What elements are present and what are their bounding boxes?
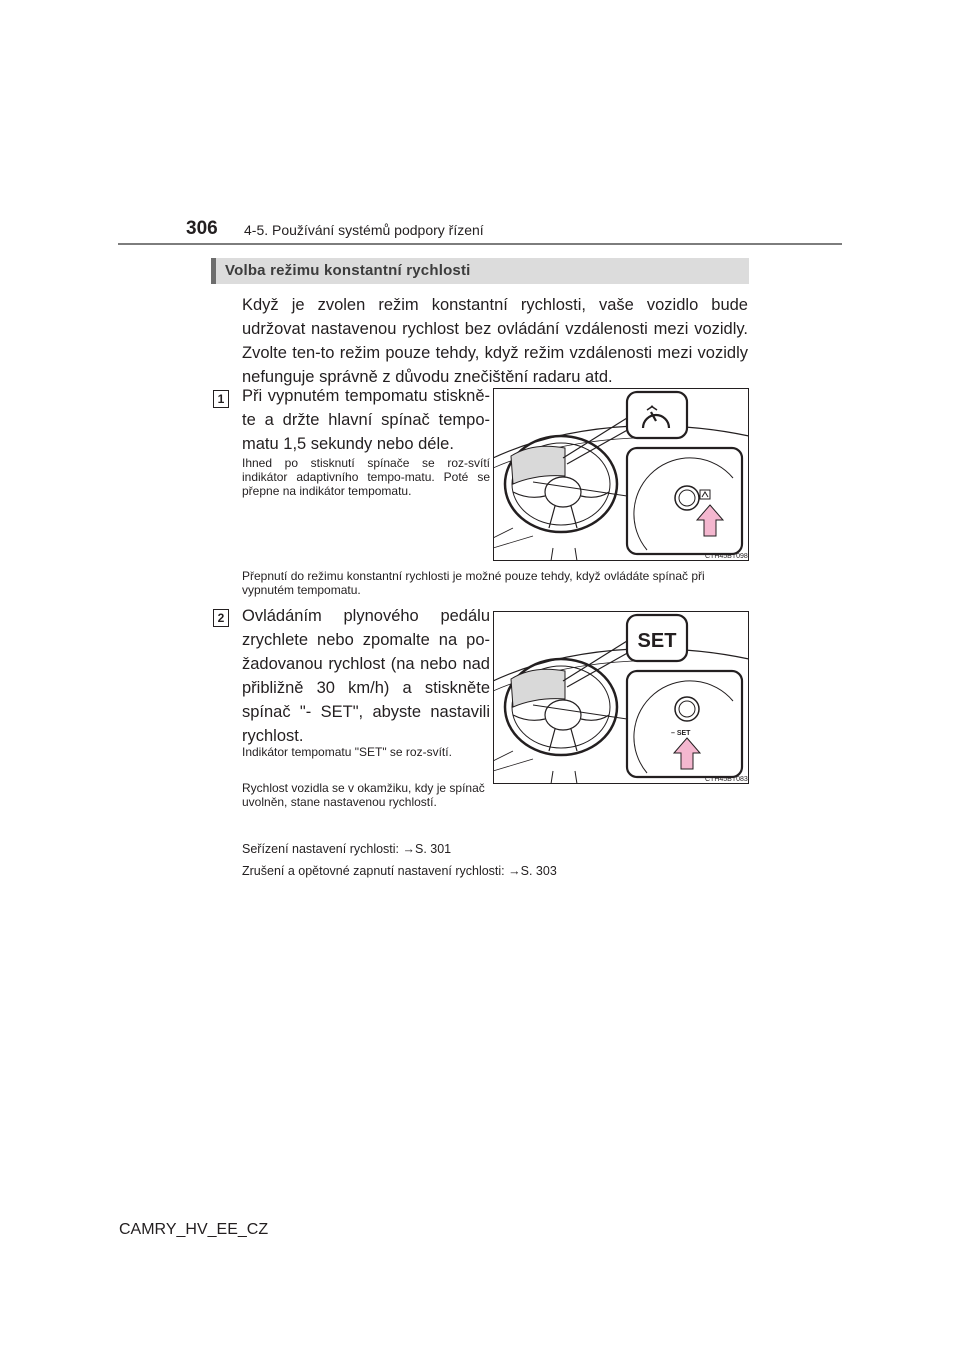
section-heading: Volba režimu konstantní rychlosti	[225, 262, 471, 279]
set-switch-label: – SET	[671, 730, 691, 737]
step-1-text: Při vypnutém tempomatu stiskně-te a držte hlavní spínač tempo-matu 1,5 sekundy nebo déle.	[242, 387, 490, 453]
step-2-note-1: Indikátor tempomatu "SET" se roz-svítí.	[242, 745, 452, 759]
figure-code-1: CTH45BT098	[705, 553, 748, 560]
figure-steering-main-switch	[493, 388, 749, 561]
header-rule	[118, 243, 842, 245]
heading-accent	[211, 258, 216, 284]
step-number-2: 2	[213, 609, 229, 627]
section-title: 4-5. Používání systémů podpory řízení	[244, 222, 484, 238]
link-speed-adjustment[interactable]: Seřízení nastavení rychlosti: →S. 301	[242, 842, 452, 856]
step-2-note-2: Rychlost vozidla se v okamžiku, kdy je spínač uvolněn, stane nastavenou rychlostí.	[242, 781, 485, 809]
step-number-1: 1	[213, 390, 229, 408]
page-number: 306	[186, 218, 218, 239]
figure-code-2: CTH45BT083	[705, 776, 748, 783]
link-cancel-resume[interactable]: Zrušení a opětovné zapnutí nastavení rychlosti: →S. 303	[242, 864, 557, 878]
footer-code: CAMRY_HV_EE_CZ	[119, 1221, 269, 1238]
step-1-extra-note: Přepnutí do režimu konstantní rychlosti je možné pouze tehdy, když ovládáte spínač při vypnutém tempomatu.	[242, 569, 705, 597]
intro-paragraph: Když je zvolen režim konstantní rychlosti, vaše vozidlo bude udržovat nastavenou rychlost bez ovládání vzdálenosti mezi vozidly. Zvolte ten-to režim pouze tehdy, když režim vzdálenosti mezi vozidly nefunguje správně z důvodu znečištění radaru atd.	[242, 296, 748, 386]
set-callout-label: SET	[637, 630, 677, 652]
step-1-note: Ihned po stisknutí spínače se roz-svítí indikátor adaptivního tempo-matu. Poté se přepne na indikátor tempomatu.	[242, 456, 490, 498]
figure-steering-set-switch	[493, 611, 749, 784]
step-2-text: Ovládáním plynového pedálu zrychlete nebo zpomalte na po-žadovanou rychlost (na nebo nad přibližně 30 km/h) a stiskněte spínač "- SET", abyste nastavili rychlost.	[242, 607, 490, 745]
cruise-control-icon	[700, 490, 710, 499]
